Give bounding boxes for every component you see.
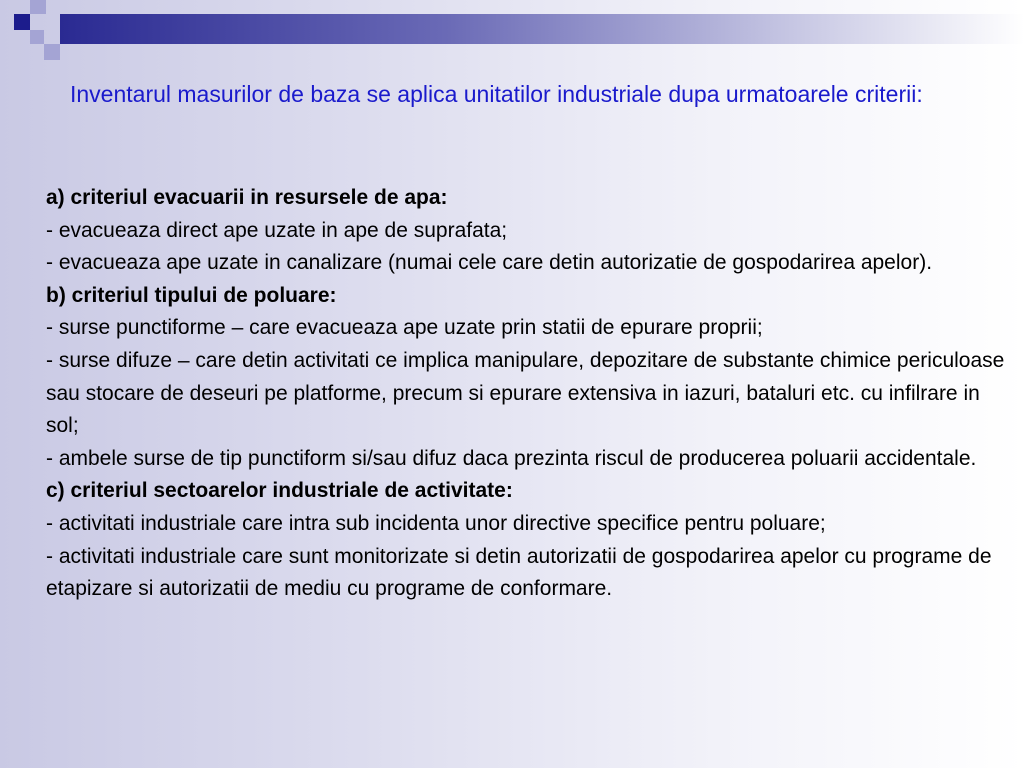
- decorative-header: [0, 0, 1024, 60]
- bullet-item: - evacueaza direct ape uzate in ape de suprafata;: [46, 218, 508, 242]
- bullet-item: - surse difuze – care detin activitati ce implica manipulare, depozitare de substante chimice periculoase sau stocare de deseuri pe platforme, precum si epurare extensiva in iazuri, bataluri etc. cu infilrare in sol;: [46, 348, 1005, 438]
- section-heading-b: b) criteriul tipului de poluare:: [46, 283, 337, 307]
- bullet-item: - ambele surse de tip punctiform si/sau difuz daca prezinta riscul de producerea poluarii accidentale.: [46, 446, 977, 470]
- light-square-decoration: [30, 0, 46, 14]
- bullet-item: - surse punctiforme – care evacueaza ape uzate prin statii de epurare proprii;: [46, 316, 763, 340]
- gradient-header-bar: [60, 14, 1024, 44]
- slide-title: Inventarul masurilor de baza se aplica unitatilor industriale dupa urmatoarele criterii:: [70, 81, 923, 107]
- bullet-item: - activitati industriale care intra sub incidenta unor directive specifice pentru poluare;: [46, 511, 826, 535]
- slide-body: [46, 182, 1006, 606]
- section-heading-a: a) criteriul evacuarii in resursele de apa:: [46, 186, 448, 209]
- section-heading-c: c) criteriul sectoarelor industriale de activitate:: [46, 479, 513, 503]
- bullet-item: - evacueaza ape uzate in canalizare (numai cele care detin autorizatie de gospodarirea apelor).: [46, 251, 933, 275]
- light-square-decoration: [30, 30, 44, 44]
- bullet-item: - activitati industriale care sunt monitorizate si detin autorizatii de gospodarirea apelor cu programe de etapizare si autorizatii de mediu cu programe de conformare.: [46, 544, 992, 601]
- dark-square-decoration: [14, 14, 30, 30]
- light-square-decoration: [44, 44, 60, 60]
